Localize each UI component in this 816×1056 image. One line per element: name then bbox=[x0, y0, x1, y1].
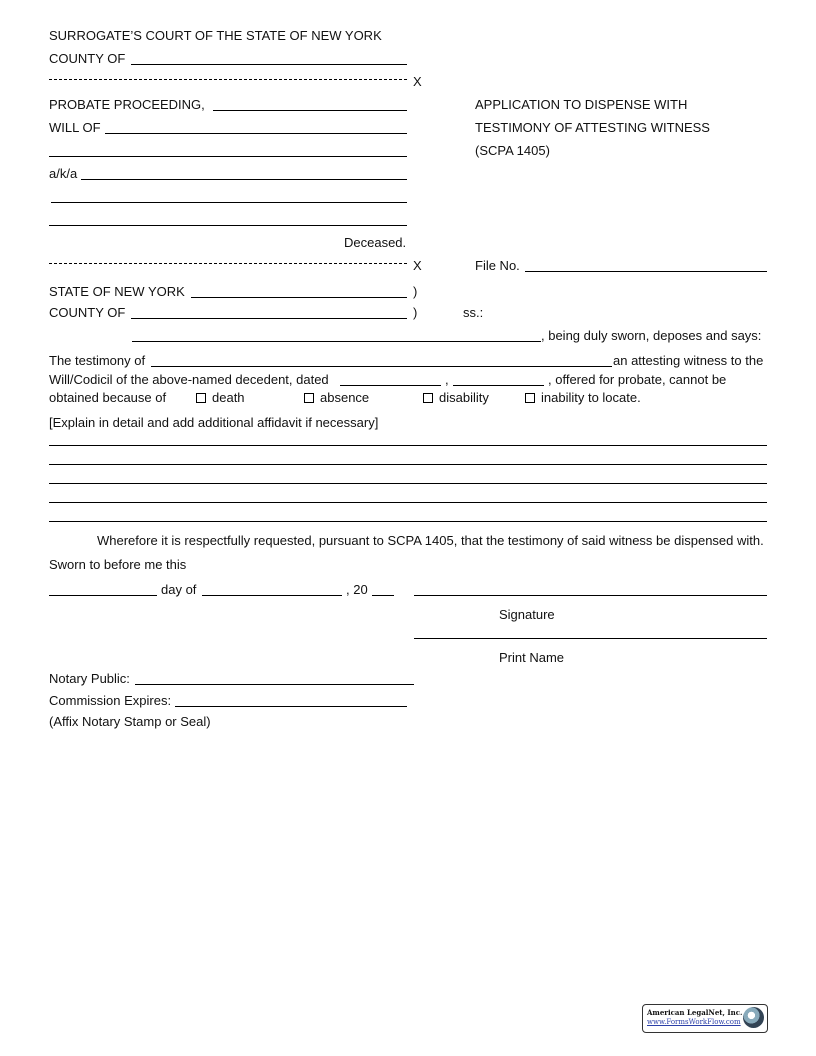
sworn-text: , being duly sworn, deposes and says: bbox=[541, 328, 762, 343]
year-field[interactable] bbox=[372, 595, 394, 596]
disability-label: disability bbox=[439, 390, 489, 405]
county-field[interactable] bbox=[131, 64, 407, 65]
offered-text: , offered for probate, cannot be bbox=[548, 372, 727, 387]
deponent-name-field[interactable] bbox=[132, 341, 541, 342]
explain-line-3[interactable] bbox=[49, 483, 767, 484]
deceased-label: Deceased. bbox=[344, 235, 407, 250]
will-codicil-text: Will/Codicil of the above-named decedent, dated bbox=[49, 372, 329, 387]
year-prefix: , 20 bbox=[346, 582, 368, 597]
reason-inability[interactable] bbox=[525, 390, 641, 405]
venue-paren-2: ) bbox=[413, 305, 418, 320]
commission-expires-field[interactable] bbox=[175, 706, 407, 707]
commission-expires-label: Commission Expires: bbox=[49, 693, 172, 708]
globe-icon bbox=[743, 1007, 764, 1028]
court-title: SURROGATE’S COURT OF THE STATE OF NEW YORK bbox=[49, 28, 382, 43]
attesting-witness-text: an attesting witness to the bbox=[613, 353, 764, 368]
will-of-label: WILL OF bbox=[49, 120, 101, 135]
inability-checkbox[interactable] bbox=[525, 393, 535, 403]
notary-public-label: Notary Public: bbox=[49, 671, 130, 686]
day-of-label: day of bbox=[161, 582, 197, 597]
wherefore-text: Wherefore it is respectfully requested, pursuant to SCPA 1405, that the testimony of said witness be dispensed with. bbox=[97, 533, 764, 548]
disability-checkbox[interactable] bbox=[423, 393, 433, 403]
obtained-text: obtained because of bbox=[49, 390, 167, 405]
aka-field[interactable] bbox=[81, 179, 407, 180]
aka-field-2[interactable] bbox=[51, 202, 407, 203]
death-label: death bbox=[212, 390, 245, 405]
sworn-before-text: Sworn to before me this bbox=[49, 557, 187, 572]
probate-field[interactable] bbox=[213, 110, 407, 111]
dated-field-1[interactable] bbox=[340, 385, 441, 386]
explain-line-5[interactable] bbox=[49, 521, 767, 522]
aka-field-3[interactable] bbox=[49, 225, 407, 226]
signature-label: Signature bbox=[499, 607, 555, 622]
day-field[interactable] bbox=[49, 595, 157, 596]
explain-text: [Explain in detail and add additional affidavit if necessary] bbox=[49, 415, 379, 430]
dated-field-2[interactable] bbox=[453, 385, 544, 386]
death-checkbox[interactable] bbox=[196, 393, 206, 403]
logo-url[interactable]: www.FormsWorkFlow.com bbox=[647, 1018, 741, 1026]
state-label: STATE OF NEW YORK bbox=[49, 284, 185, 299]
print-name-field[interactable] bbox=[414, 638, 767, 639]
explain-line-2[interactable] bbox=[49, 464, 767, 465]
month-field[interactable] bbox=[202, 595, 342, 596]
venue-paren-1: ) bbox=[413, 284, 418, 299]
county-label: COUNTY OF bbox=[49, 51, 126, 66]
will-of-field[interactable] bbox=[105, 133, 407, 134]
absence-label: absence bbox=[320, 390, 370, 405]
print-name-label: Print Name bbox=[499, 650, 565, 665]
absence-checkbox[interactable] bbox=[304, 393, 314, 403]
witness-name-field[interactable] bbox=[151, 366, 612, 367]
reason-absence[interactable] bbox=[304, 390, 369, 405]
file-no-field[interactable] bbox=[525, 271, 767, 272]
testimony-of-label: The testimony of bbox=[49, 353, 146, 368]
publisher-logo[interactable] bbox=[642, 1004, 768, 1033]
reason-disability[interactable] bbox=[423, 390, 489, 405]
probate-label: PROBATE PROCEEDING, bbox=[49, 97, 205, 112]
aka-label: a/k/a bbox=[49, 166, 78, 181]
doc-title-line1: APPLICATION TO DISPENSE WITH bbox=[475, 97, 688, 112]
caption-separator-top bbox=[49, 79, 407, 80]
inability-label: inability to locate. bbox=[541, 390, 641, 405]
x-mark-top: X bbox=[413, 74, 422, 89]
doc-title-line2: TESTIMONY OF ATTESTING WITNESS bbox=[475, 120, 710, 135]
logo-name: American LegalNet, Inc. bbox=[647, 1008, 743, 1017]
explain-line-4[interactable] bbox=[49, 502, 767, 503]
venue-county-field[interactable] bbox=[131, 318, 407, 319]
dated-comma: , bbox=[445, 372, 449, 387]
explain-line-1[interactable] bbox=[49, 445, 767, 446]
reason-death[interactable] bbox=[196, 390, 245, 405]
doc-title-line3: (SCPA 1405) bbox=[475, 143, 550, 158]
venue-county-label: COUNTY OF bbox=[49, 305, 126, 320]
state-field[interactable] bbox=[191, 297, 407, 298]
file-no-label: File No. bbox=[475, 258, 520, 273]
x-mark-bottom: X bbox=[413, 258, 422, 273]
signature-field[interactable] bbox=[414, 595, 767, 596]
affix-stamp-text: (Affix Notary Stamp or Seal) bbox=[49, 714, 211, 729]
ss-label: ss.: bbox=[463, 305, 484, 320]
caption-separator-bottom bbox=[49, 263, 407, 264]
notary-public-field[interactable] bbox=[135, 684, 414, 685]
will-of-field-2[interactable] bbox=[49, 156, 407, 157]
